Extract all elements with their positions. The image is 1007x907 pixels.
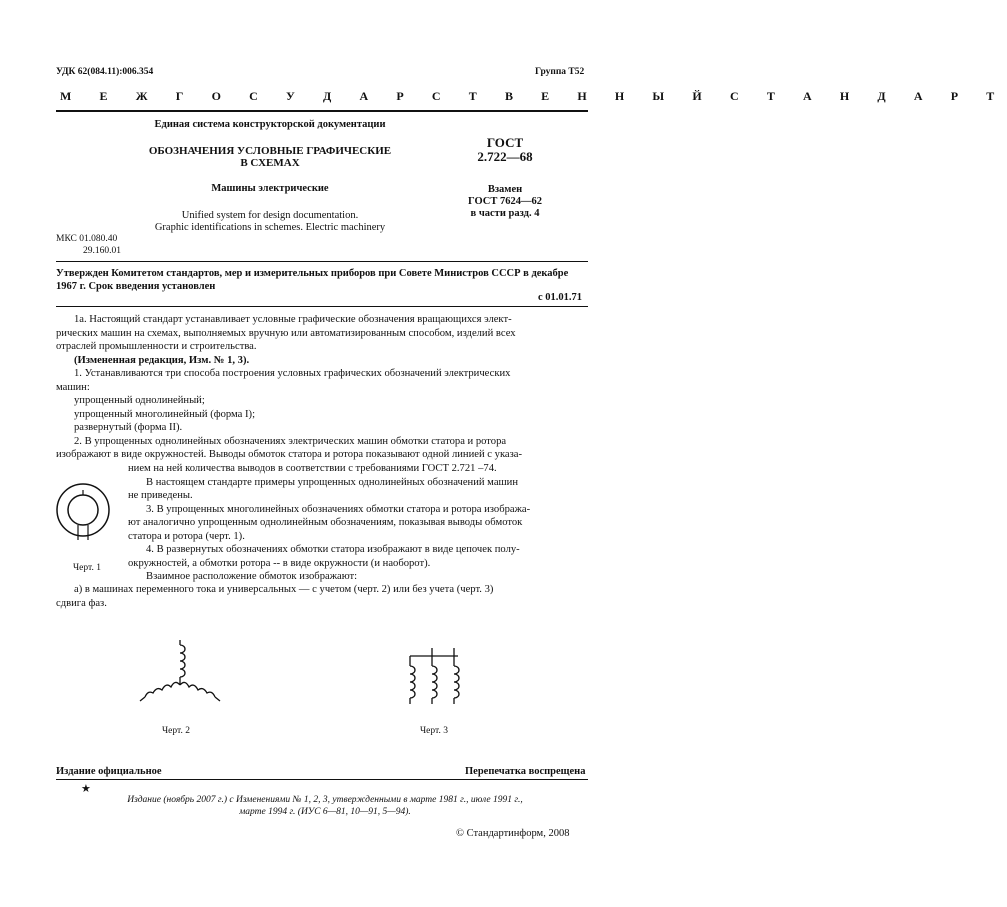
approval-rule (56, 306, 588, 307)
p3-line-1: 3. В упрощенных многолинейных обозначениях обмотки статора и ротора изобража- (146, 503, 531, 515)
p3-line-3: статора и ротора (черт. 1). (128, 530, 245, 542)
document-subtitle: Машины электрические (211, 183, 329, 194)
mks-line-1: МКС 01.080.40 (56, 234, 118, 244)
approval-line-1: Утвержден Комитетом стандартов, мер и измерительных приборов при Совете Министров СССР в декабре (56, 268, 569, 279)
list-item-2: упрощенный многолинейный (форма I); (74, 408, 256, 420)
title-bottom-rule (56, 261, 588, 262)
gost-number: 2.722—68 (477, 149, 533, 164)
udk-code: УДК 62(084.11):006.354 (56, 67, 154, 77)
document-title (100, 145, 440, 169)
system-name: Единая система конструкторской документации (154, 119, 386, 130)
paragraph-1a (56, 313, 588, 462)
figure-2-star-winding (120, 640, 240, 720)
p2b-line-1: В настоящем стандарте примеры упрощенных однолинейных обозначений машин (146, 476, 519, 488)
mks-line-2: 29.160.01 (83, 246, 121, 256)
title-line-1: ОБОЗНАЧЕНИЯ УСЛОВНЫЕ ГРАФИЧЕСКИЕ (148, 145, 392, 157)
p1-line-2: машин: (56, 381, 90, 393)
standard-banner: М Е Ж Г О С У Д А Р С Т В Е Н Н Ы Й С Т А Н Д А Р Т (60, 89, 1007, 103)
edition-history (70, 794, 580, 818)
p2-line-3: нием на ней количества выводов в соответствии с требованиями ГОСТ 2.721 –74. (128, 463, 497, 474)
p4-line-1: 4. В развернутых обозначениях обмотки статора изображают в виде цепочек полу- (146, 544, 520, 555)
p4-line-3: Взаимное расположение обмоток изображают: (146, 571, 358, 582)
official-edition: Издание официальное (56, 766, 162, 777)
approval-text (56, 267, 588, 293)
english-title (100, 210, 440, 234)
star-mark: ★ (81, 783, 91, 795)
replaces-part: в части разд. 4 (470, 208, 540, 219)
p2-line-1: 2. В упрощенных однолинейных обозначениях электрических машин обмотки статора и ротора (74, 435, 507, 447)
replaces-gost: ГОСТ 7624—62 (468, 196, 542, 207)
mks-codes (56, 233, 121, 257)
english-line-1: Unified system for design documentation. (181, 210, 359, 221)
figure-2-caption: Черт. 2 (162, 726, 190, 736)
p4-line-2: окружностей, а обмотки ротора -- в виде окружности (и наоборот). (128, 557, 431, 569)
paragraph-2-continued (128, 462, 588, 584)
list-item-3: развернутый (форма II). (74, 422, 183, 433)
figure-3-caption: Черт. 3 (420, 726, 448, 736)
p2-line-2: изображают в виде окружностей. Выводы обмоток статора и ротора показывают одной линией с указа- (56, 449, 523, 460)
p1-line-1: 1. Устанавливаются три способа построения условных графических обозначений электрических (74, 368, 511, 379)
group-code: Группа Т52 (535, 67, 585, 77)
edition-line-1: Издание (ноябрь 2007 г.) с Изменениями № 1, 2, 3, утвержденными в марте 1981 г., июле 1991 г., (127, 795, 523, 805)
p2b-line-2: не приведены. (128, 490, 193, 501)
p1a-line-1: 1а. Настоящий стандарт устанавливает условные графические обозначения вращающихся элект- (74, 314, 512, 325)
list-item-1: упрощенный однолинейный; (74, 395, 205, 406)
p3-line-2: ют аналогично упрощенным однолинейным обозначениям, показывая выводы обмоток (128, 517, 523, 528)
figure-3-parallel-windings (402, 648, 472, 718)
p4a-line-1: а) в машинах переменного тока и универсальных — с учетом (черт. 2) или без учета (черт. 3) (74, 584, 494, 595)
figure-1-caption: Черт. 1 (73, 563, 101, 573)
replaces-label: Взамен (487, 184, 523, 195)
title-line-2: В СХЕМАХ (240, 157, 300, 169)
english-line-2: Graphic identifications in schemes. Electric machinery (154, 222, 386, 233)
banner-rule (56, 110, 588, 112)
edition-line-2: марте 1994 г. (ИУС 6—81, 10—91, 5—94). (239, 807, 411, 817)
copyright: © Стандартинформ, 2008 (456, 828, 570, 839)
p4a-line-2: сдвига фаз. (56, 597, 107, 609)
paragraph-4a (56, 583, 588, 610)
p1a-line-2: рических машин на схемах, выполняемых вручную или автоматизированным способом, изделий всех (56, 327, 516, 339)
reprint-notice: Перепечатка воспрещена (465, 766, 586, 777)
footer-rule (56, 779, 588, 780)
replaces-block (450, 184, 560, 220)
figure-1-machine-symbol (56, 478, 116, 558)
gost-label: ГОСТ (486, 135, 524, 150)
edition-note: (Измененная редакция, Изм. № 1, 3). (74, 354, 250, 366)
approval-line-2: 1967 г. Срок введения установлен (56, 281, 216, 292)
p1a-line-3: отраслей промышленности и строительства. (56, 341, 257, 352)
gost-designation (455, 136, 555, 164)
effective-date: с 01.01.71 (538, 292, 583, 303)
